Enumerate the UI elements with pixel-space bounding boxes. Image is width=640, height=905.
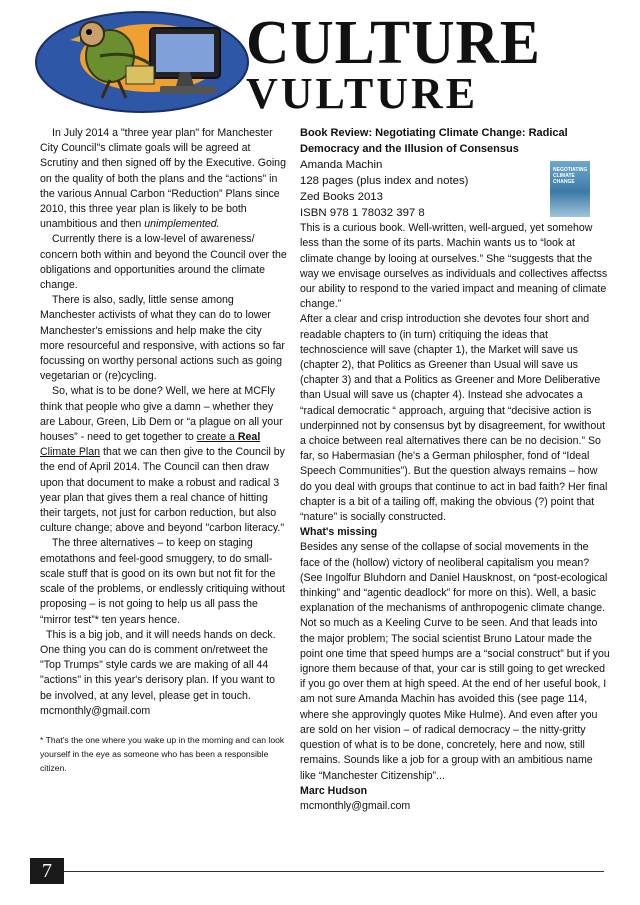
paragraph: There is also, sadly, little sense among Manchester activists of what they can do to lower Manchester's emissions and help make the city more resourceful and responsive, with actions so far focussing on worthy personal actions such as going vegetarian or (re)cycling. [40,294,285,383]
paragraph [40,126,288,232]
footer-divider [64,871,604,872]
paragraph-text: In July 2014 a "three year plan" for Manchester City Council"s climate goals will be agreed at Scrutiny and then signed off by the Executive. Going on the quality of both the plans and the “actions” in the various Annual Carbon “Reduction” Plans since 2010, this three year plan is likely to be both unambitious and then [40,127,286,231]
book-publisher: Zed Books 2013 [300,191,383,204]
section-heading: What's missing [300,526,378,539]
paragraph: This is a big job, and it will needs hands on deck. One thing you can do is comment on/retweet the "Top Trumps" style cards we are making of all 44 "actions" in this year's derisory plan. If you want to be involved, at any level, please get in touch. mcmonthly@gmail.com [40,628,276,717]
contact-email[interactable]: mcmonthly@gmail.com [300,799,411,812]
left-column [40,126,288,775]
paragraph [40,384,288,536]
vulture-logo [30,6,250,118]
book-pages: 128 pages (plus index and notes) [300,175,469,188]
paragraph-text: that we can then give to the Council by the end of April 2014. The Council can then draw upon that document to make a robust and radical 3 year plan that gives them a real chance of hitting their targets, not just for carbon reduction, but also culture change; above and beyond "carbon literacy." [40,446,285,535]
author-signoff: Marc Hudson [300,784,368,797]
link-text: Climate Plan [40,446,101,459]
paragraph: Besides any sense of the collapse of social movements in the face of the (hollow) victory of neoliberal capitalism you mean? (See Ingolfur Bluhdorn and Daniel Hausknost, on “post-ecological thinking” and “agentic deadlock” for more on this). Well, a basic explanation of the mechanisms of anthropogenic climate change. Not so much as a Keeling Curve to be seen. And that leads into the major problem; The social scientist Bruno Latour made the point one time that speed humps are a “social construct” but if you ignore them because of that, your car is still going to get wrecked if you go over them at high speed. At the end of her useful book, I am not sure Amanda Machin has avoided this (see page 114, where she approvingly quotes Mike Hulme). And even after you are sold on her vision – of radical democracy – the nitty-gritty question of what is to be done, concretely, here and now, still remains. Sounds like a job for a group with an ambitious name like “Manchester Citizenship”... [300,541,610,782]
paragraph: After a clear and crisp introduction she devotes four short and readable chapters to (in turn) critiquing the ideas that technoscience will save (chapter 1), the Market will save us (chapter 2), that Politics as Greener than Usual will save us (chapter 3) and that a Politics as Greener and More Deliberative than Usual will save us (chapter 4). Instead she advocates a “radical democratic “ approach, arguing that “decisive action is underpinned not by consensus byt by disagreement, for wwithout a choice between real alternatives there can be no decision.” So far, so Habermasian (he's a German philospher, fond of “Ideal Speech Communities”). But the question always remains – how do you deal with groups that continue to act in bad faith? Her final chapter is a bit of a tailing off, making the obvious (?) point that “nature” is socially constructed. [300,313,608,524]
paragraph-text: So, what is to be done? Well, we here at MCFly think that people who give a damn – whether they are Labour, Green, Lib Dem or “a plague on all your houses” - need to get together to [40,385,283,444]
link-text: create a [196,431,238,444]
book-cover-text: NEGOTIATING CLIMATE CHANGE [553,167,588,186]
book-isbn: ISBN 978 1 78032 397 8 [300,207,425,220]
masthead [0,0,640,122]
paragraph: Currently there is a low-level of awareness/ concern both within and beyond the Council over the obligations and opportunities around the climate change. [40,233,287,292]
right-column [300,126,610,814]
review-title: Book Review: Negotiating Climate Change: Radical Democracy and the Illusion of Consensus [300,127,568,155]
footnote: * That's the one where you wake up in the morning and can look yourself in the eye as someone who has been a responsible citizen. [40,734,285,773]
paragraph: The three alternatives – to keep on staging emotathons and feel-good smuggery, to do small-scale stuff that is good on its own but not fit for the scale of the problems, or endlessly critiquing without proposing – is not going to help us all pass the “mirror test”* ten years hence. [40,537,285,626]
book-author: Amanda Machin [300,159,383,172]
book-cover-image [550,161,590,217]
page-number: 7 [30,858,64,884]
masthead-title-vulture: VULTURE [246,69,479,118]
masthead-title-culture: CULTURE [246,7,541,77]
emphasis-text: unimplemented. [144,218,220,231]
link-text-bold: Real [237,431,261,444]
paragraph: This is a curious book. Well-written, well-argued, yet somehow less than the some of its parts. Machin wants us to “look at climate change by looing at ourselves.” She “suggests that the way we envisage ourselves as individuals and collectives affectss our ability to respond to the varied impact and meaning of climate change.” [300,222,608,311]
